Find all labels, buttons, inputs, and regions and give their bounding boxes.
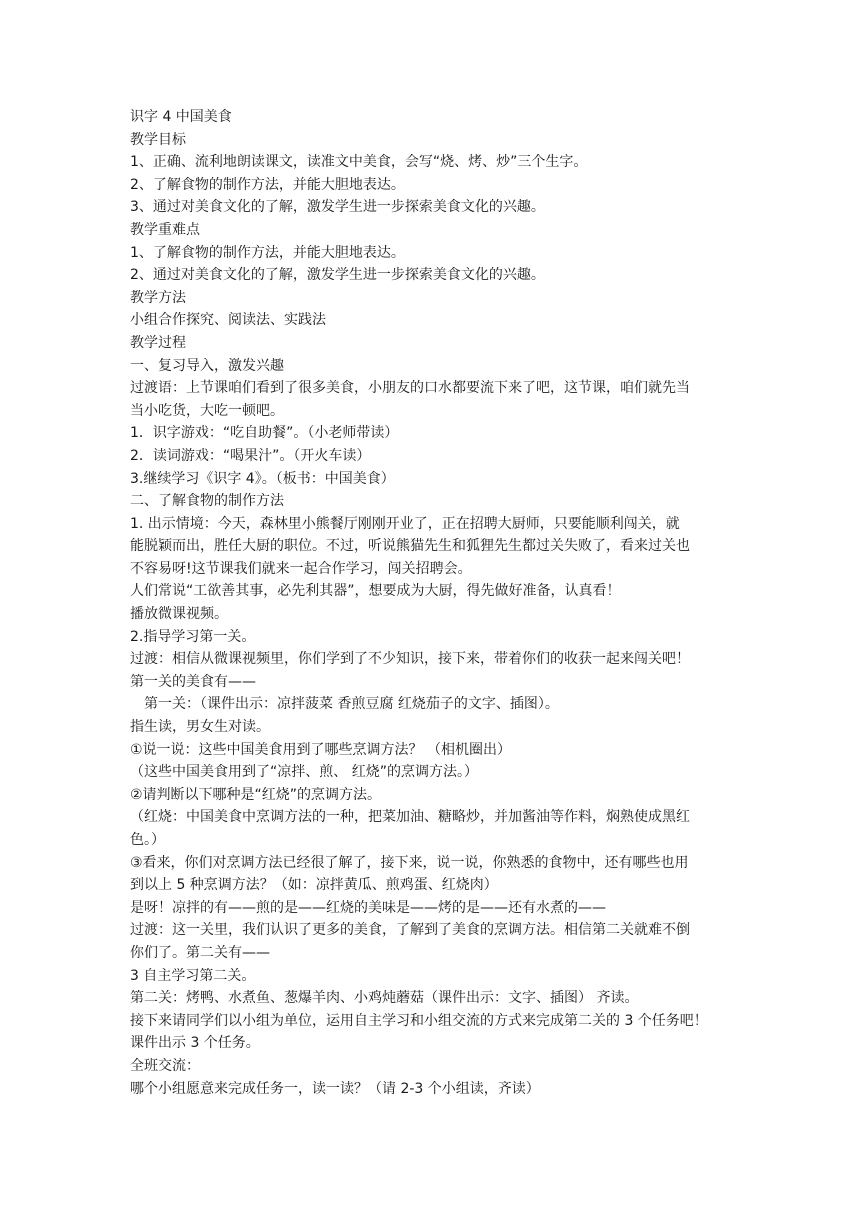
text-line: 3、通过对美食文化的了解，激发学生进一步探索美食文化的兴趣。: [130, 199, 545, 216]
text-line: 二、了解食物的制作方法: [130, 493, 284, 510]
text-line: 第一关：（课件出示：凉拌菠菜 香煎豆腐 红烧茄子的文字、插图）。: [144, 696, 559, 713]
text-line: 2.指导学习第一关。: [130, 628, 256, 645]
text-line: 过渡语：上节课咱们看到了很多美食，小朋友的口水都要流下来了吧，这节课，咱们就先当: [130, 380, 690, 397]
text-line: 1、正确、流利地朗读课文，读准文中美食，会写“烧、烤、炒”三个生字。: [130, 154, 588, 171]
text-line: 指生读，男女生对读。: [130, 719, 270, 736]
text-line: 第二关：烤鸭、水煮鱼、葱爆羊肉、小鸡炖蘑菇（课件出示：文字、插图） 齐读。: [130, 990, 639, 1007]
text-line: 一、复习导入，激发兴趣: [130, 357, 284, 374]
text-line: ①说一说：这些中国美食用到了哪些烹调方法？ （相机圈出）: [130, 741, 511, 758]
text-line: 教学目标: [130, 131, 186, 148]
text-line: （红烧：中国美食中烹调方法的一种，把菜加油、糖略炒，并加酱油等作料，焖熟使成黑红: [130, 809, 690, 826]
text-line: 是呀！凉拌的有——煎的是——红烧的美味是——烤的是——还有水煮的——: [130, 899, 606, 916]
text-line: 当小吃货，大吃一顿吧。: [130, 402, 284, 419]
text-line: 2、了解食物的制作方法，并能大胆地表达。: [130, 176, 405, 193]
text-line: 过渡：相信从微课视频里，你们学到了不少知识，接下来，带着你们的收获一起来闯关吧！: [130, 651, 690, 668]
text-line: 教学方法: [130, 289, 186, 306]
text-line: 3.继续学习《识字 4》。（板书：中国美食）: [130, 470, 395, 487]
text-line: （这些中国美食用到了“凉拌、煎、 红烧”的烹调方法。）: [130, 764, 478, 781]
text-line: 到以上 5 种烹调方法？（如：凉拌黄瓜、煎鸡蛋、红烧肉）: [130, 877, 498, 894]
text-line: 1、了解食物的制作方法，并能大胆地表达。: [130, 244, 405, 261]
text-line: 接下来请同学们以小组为单位，运用自主学习和小组交流的方式来完成第二关的 3 个任务吧！: [130, 1012, 708, 1029]
text-line: 过渡：这一关里，我们认识了更多的美食，了解到了美食的烹调方法。相信第二关就难不倒: [130, 922, 690, 939]
text-line: 识字 4 中国美食: [130, 109, 232, 125]
text-line: 能脱颖而出，胜任大厨的职位。不过，听说熊猫先生和狐狸先生都过关失败了，看来过关也: [130, 538, 690, 555]
text-line: 全班交流：: [130, 1057, 200, 1074]
text-line: 课件出示 3 个任务。: [130, 1035, 260, 1052]
text-line: 色。）: [130, 832, 165, 848]
text-line: 1. 出示情境：今天，森林里小熊餐厅刚刚开业了，正在招聘大厨师，只要能顺利闯关，就: [130, 515, 680, 532]
text-line: 你们了。第二关有——: [130, 944, 270, 961]
text-line: 1．识字游戏：“吃自助餐”。（小老师带读）: [130, 425, 399, 442]
text-line: 教学过程: [130, 334, 186, 351]
text-line: ②请判断以下哪种是“红烧”的烹调方法。: [130, 786, 382, 803]
text-line: 2．读词游戏：“喝果汁”。（开火车读）: [130, 447, 371, 464]
text-line: 教学重难点: [130, 221, 200, 238]
text-line: ③看来，你们对烹调方法已经很了解了，接下来，说一说，你熟悉的食物中，还有哪些也用: [130, 854, 689, 871]
text-line: 第一关的美食有——: [130, 673, 256, 690]
text-line: 不容易呀!这节课我们就来一起合作学习，闯关招聘会。: [130, 560, 472, 577]
document-body: [130, 106, 742, 1100]
text-line: 2、通过对美食文化的了解，激发学生进一步探索美食文化的兴趣。: [130, 267, 545, 284]
text-line: 播放微课视频。: [130, 606, 228, 623]
text-line: 哪个小组愿意来完成任务一，读一读？（请 2-3 个小组读，齐读）: [130, 1080, 540, 1097]
text-line: 人们常说“工欲善其事，必先利其器”，想要成为大厨，得先做好准备，认真看！: [130, 583, 621, 600]
text-line: 3 自主学习第二关。: [130, 967, 256, 984]
text-line: 小组合作探究、阅读法、实践法: [130, 312, 326, 329]
